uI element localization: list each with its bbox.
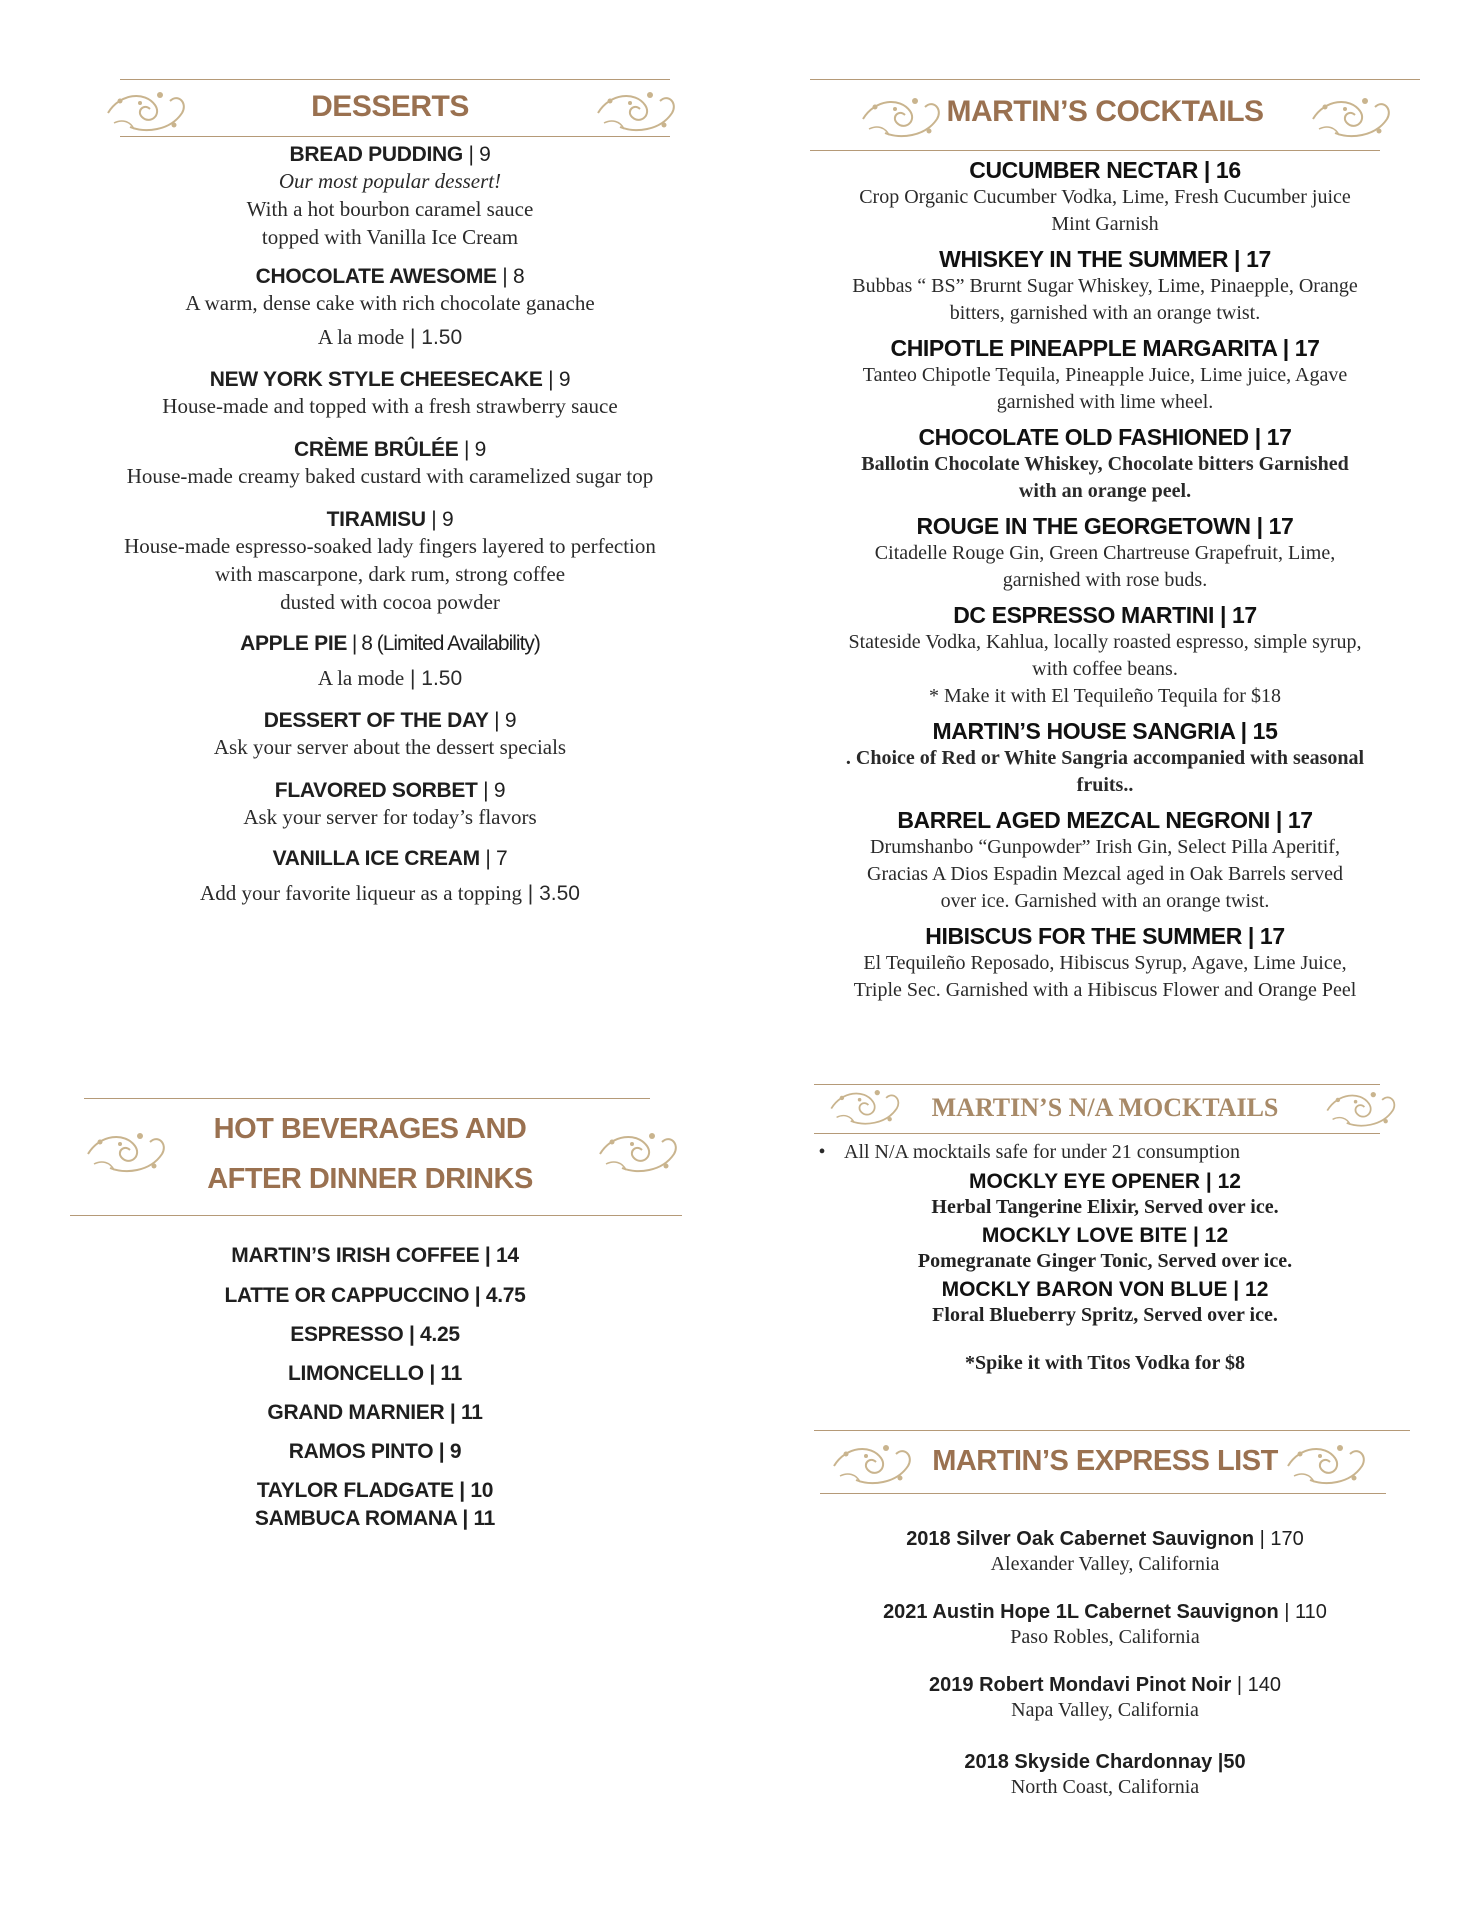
- item-description: Citadelle Rouge Gin, Green Chartreuse Grapefruit, Lime,: [874, 542, 1336, 564]
- item-description: Tanteo Chipotle Tequila, Pineapple Juice, Lime juice, Agave: [862, 364, 1348, 386]
- wine-location: Napa Valley, California: [1011, 1699, 1199, 1721]
- menu-item: [80, 438, 700, 490]
- wine-name: 2019 Robert Mondavi Pinot Noir: [929, 1674, 1232, 1696]
- flourish-ornament-icon: [826, 1436, 916, 1488]
- item-description: House-made and topped with a fresh strawberry sauce: [162, 394, 618, 418]
- section-title: MARTIN’S N/A MOCKTAILS: [931, 1093, 1279, 1122]
- flourish-ornament-icon: [1305, 89, 1395, 141]
- item-description: Ask your server about the dessert specials: [213, 735, 567, 759]
- divider: [120, 136, 670, 137]
- item-name: MARTIN’S HOUSE SANGRIA | 15: [932, 718, 1278, 744]
- menu-item: [80, 709, 700, 761]
- item-name: MOCKLY EYE OPENER | 12: [969, 1170, 1241, 1193]
- item-price: | 7: [479, 847, 508, 870]
- menu-item: [80, 143, 700, 251]
- item-description: House-made creamy baked custard with caramelized sugar top: [126, 464, 654, 488]
- wine-name: 2021 Austin Hope 1L Cabernet Sauvignon: [883, 1601, 1279, 1623]
- item-description: with an orange peel.: [1018, 480, 1192, 502]
- item-name: CHOCOLATE AWESOME: [255, 265, 497, 288]
- item-description: topped with Vanilla Ice Cream: [261, 225, 519, 249]
- list-item: [800, 1528, 1410, 1577]
- item-extra-price: | 3.50: [521, 882, 580, 905]
- bullet-icon: •: [818, 1141, 826, 1163]
- item-name: HIBISCUS FOR THE SUMMER | 17: [925, 923, 1285, 949]
- item-description: . Choice of Red or White Sangria accompanied with seasonal: [845, 747, 1365, 769]
- list-item: [800, 1601, 1410, 1650]
- item-description: garnished with lime wheel.: [996, 391, 1214, 413]
- item-description: * Make it with El Tequileño Tequila for $18: [929, 685, 1281, 707]
- item-name: WHISKEY IN THE SUMMER | 17: [939, 246, 1271, 272]
- menu-item: [80, 508, 700, 616]
- spike-note: *Spike it with Titos Vodka for $8: [964, 1352, 1246, 1374]
- flourish-ornament-icon: [1280, 1436, 1370, 1488]
- wine-location: Paso Robles, California: [1010, 1626, 1200, 1648]
- divider: [70, 1215, 682, 1216]
- flourish-ornament-icon: [592, 1124, 682, 1176]
- menu-item: [80, 265, 700, 352]
- list-item: RAMOS PINTO | 9: [288, 1440, 462, 1463]
- flourish-ornament-icon: [824, 1082, 904, 1128]
- item-extra: A la mode: [317, 666, 405, 690]
- item-description: Gracias A Dios Espadin Mezcal aged in Oak Barrels served: [867, 863, 1343, 885]
- section-title: HOT BEVERAGES AND: [213, 1113, 527, 1145]
- item-description: Herbal Tangerine Elixir, Served over ice.: [931, 1196, 1279, 1218]
- item-description: House-made espresso-soaked lady fingers layered to perfection: [124, 534, 656, 558]
- divider: [120, 79, 670, 80]
- item-description: Drumshanbo “Gunpowder” Irish Gin, Select Pilla Aperitif,: [870, 836, 1340, 858]
- menu-item: [800, 335, 1410, 416]
- item-description: A warm, dense cake with rich chocolate ganache: [185, 291, 595, 315]
- hot-beverages-banner: [70, 1098, 670, 1208]
- list-item: [800, 1674, 1410, 1723]
- item-price: | 8: [496, 265, 525, 288]
- mocktail-list: [800, 1170, 1410, 1376]
- list-item: LIMONCELLO | 11: [287, 1362, 463, 1385]
- divider: [814, 1430, 1410, 1431]
- list-item: TAYLOR FLADGATE | 10: [256, 1479, 494, 1502]
- item-extra: Add your favorite liqueur as a topping: [200, 881, 522, 905]
- item-extra-price: | 1.50: [404, 667, 463, 690]
- notice-text: All N/A mocktails safe for under 21 consumption: [844, 1141, 1241, 1163]
- item-description: with mascarpone, dark rum, strong coffee: [214, 562, 566, 586]
- hot-beverages-section: [70, 1098, 670, 1532]
- item-description: garnished with rose buds.: [1002, 569, 1208, 591]
- item-name: ROUGE IN THE GEORGETOWN | 17: [916, 513, 1294, 539]
- list-item: MARTIN’S IRISH COFFEE | 14: [231, 1244, 519, 1267]
- list-item: SAMBUCA ROMANA | 11: [254, 1507, 496, 1530]
- item-name: DC ESPRESSO MARTINI | 17: [953, 602, 1257, 628]
- dessert-list: [80, 143, 700, 908]
- hot-beverages-list: [70, 1236, 670, 1532]
- item-price: | 9: [488, 709, 517, 732]
- item-extra-price: | 1.50: [404, 326, 463, 349]
- wine-name: 2018 Skyside Chardonnay: [964, 1751, 1218, 1773]
- item-name: CRÈME BRÛLÉE: [293, 438, 459, 461]
- item-description: Ask your server for today’s flavors: [243, 805, 537, 829]
- item-price: | 9: [462, 143, 491, 166]
- section-title: AFTER DINNER DRINKS: [207, 1163, 533, 1195]
- item-tagline: Our most popular dessert!: [278, 169, 502, 193]
- section-title: DESSERTS: [311, 90, 469, 123]
- menu-item: [800, 602, 1410, 710]
- wine-location: North Coast, California: [1010, 1776, 1200, 1798]
- wine-name: 2018 Silver Oak Cabernet Sauvignon: [906, 1528, 1255, 1550]
- wine-location: Alexander Valley, California: [990, 1553, 1220, 1575]
- item-extra: A la mode: [317, 325, 405, 349]
- divider: [814, 1133, 1380, 1134]
- right-column: [800, 75, 1410, 1004]
- mocktails-section: [800, 1082, 1410, 1376]
- item-price: | 9: [458, 438, 487, 461]
- express-section: [800, 1430, 1410, 1800]
- wine-price: | 170: [1254, 1528, 1304, 1550]
- item-description: over ice. Garnished with an orange twist.: [940, 890, 1270, 912]
- item-description: Stateside Vodka, Kahlua, locally roasted espresso, simple syrup,: [848, 631, 1362, 653]
- section-title: MARTIN’S COCKTAILS: [946, 95, 1264, 128]
- menu-item: [800, 807, 1410, 915]
- menu-item: [800, 923, 1410, 1004]
- item-name: APPLE PIE: [240, 632, 348, 655]
- divider: [84, 1098, 650, 1099]
- list-item: ESPRESSO | 4.25: [290, 1323, 460, 1346]
- divider: [810, 150, 1380, 151]
- item-name: MOCKLY BARON VON BLUE | 12: [941, 1278, 1269, 1301]
- flourish-ornament-icon: [855, 89, 945, 141]
- item-name: CUCUMBER NECTAR | 16: [969, 157, 1241, 183]
- item-name: BARREL AGED MEZCAL NEGRONI | 17: [897, 807, 1313, 833]
- menu-item: [80, 779, 700, 831]
- flourish-ornament-icon: [590, 83, 680, 135]
- item-name: NEW YORK STYLE CHEESECAKE: [209, 368, 543, 391]
- cocktails-banner: [800, 75, 1410, 149]
- list-item: LATTE OR CAPPUCCINO | 4.75: [224, 1284, 526, 1307]
- item-description: El Tequileño Reposado, Hibiscus Syrup, Agave, Lime Juice,: [863, 952, 1347, 974]
- item-description: Triple Sec. Garnished with a Hibiscus Flower and Orange Peel: [853, 979, 1357, 1001]
- flourish-ornament-icon: [80, 1124, 170, 1176]
- cocktail-list: [800, 157, 1410, 1004]
- wine-price: | 110: [1278, 1601, 1327, 1623]
- menu-item: [80, 632, 700, 693]
- item-name: CHIPOTLE PINEAPPLE MARGARITA | 17: [890, 335, 1320, 361]
- mocktails-banner: [800, 1082, 1410, 1134]
- item-description: bitters, garnished with an orange twist.: [949, 302, 1261, 324]
- menu-item: [80, 847, 700, 908]
- menu-item: [800, 424, 1410, 505]
- item-name: CHOCOLATE OLD FASHIONED | 17: [918, 424, 1292, 450]
- item-description: fruits..: [1076, 774, 1134, 796]
- menu-item: [800, 718, 1410, 799]
- item-description: dusted with cocoa powder: [280, 590, 500, 614]
- item-description: Mint Garnish: [1051, 213, 1159, 235]
- left-column: [80, 75, 700, 908]
- item-name: VANILLA ICE CREAM: [272, 847, 480, 870]
- item-name: DESSERT OF THE DAY: [263, 709, 489, 732]
- item-price: | 9: [425, 508, 454, 531]
- section-title: MARTIN’S EXPRESS LIST: [932, 1445, 1278, 1477]
- item-name: MOCKLY LOVE BITE | 12: [981, 1224, 1229, 1247]
- item-name: BREAD PUDDING: [289, 143, 463, 166]
- wine-price: |50: [1217, 1751, 1246, 1773]
- flourish-ornament-icon: [1320, 1084, 1400, 1130]
- menu-item: [80, 368, 700, 420]
- divider: [810, 79, 1420, 80]
- item-description: Pomegranate Ginger Tonic, Served over ice.: [917, 1250, 1293, 1272]
- item-description: Crop Organic Cucumber Vodka, Lime, Fresh Cucumber juice: [859, 186, 1351, 208]
- item-name: FLAVORED SORBET: [274, 779, 478, 802]
- item-description: Bubbas “ BS” Brurnt Sugar Whiskey, Lime, Pinaepple, Orange: [852, 275, 1358, 297]
- item-price: | 8 (Limited Availability): [347, 632, 540, 655]
- item-description: Ballotin Chocolate Whiskey, Chocolate bitters Garnished: [861, 453, 1349, 475]
- item-price: | 9: [542, 368, 571, 391]
- list-item: [800, 1751, 1410, 1800]
- wine-price: | 140: [1231, 1674, 1281, 1696]
- menu-item: [800, 513, 1410, 594]
- flourish-ornament-icon: [100, 83, 190, 135]
- express-banner: [800, 1430, 1410, 1492]
- menu-item: [800, 246, 1410, 327]
- item-description: With a hot bourbon caramel sauce: [246, 197, 534, 221]
- menu-item: [800, 157, 1410, 238]
- divider: [820, 1493, 1386, 1494]
- mocktail-notice: [800, 1138, 1410, 1166]
- desserts-banner: [80, 75, 700, 139]
- item-description: with coffee beans.: [1032, 658, 1178, 680]
- wine-list: [800, 1528, 1410, 1800]
- item-price: | 9: [477, 779, 506, 802]
- item-description: Floral Blueberry Spritz, Served over ice.: [932, 1304, 1278, 1326]
- item-name: TIRAMISU: [326, 508, 426, 531]
- list-item: GRAND MARNIER | 11: [267, 1401, 483, 1424]
